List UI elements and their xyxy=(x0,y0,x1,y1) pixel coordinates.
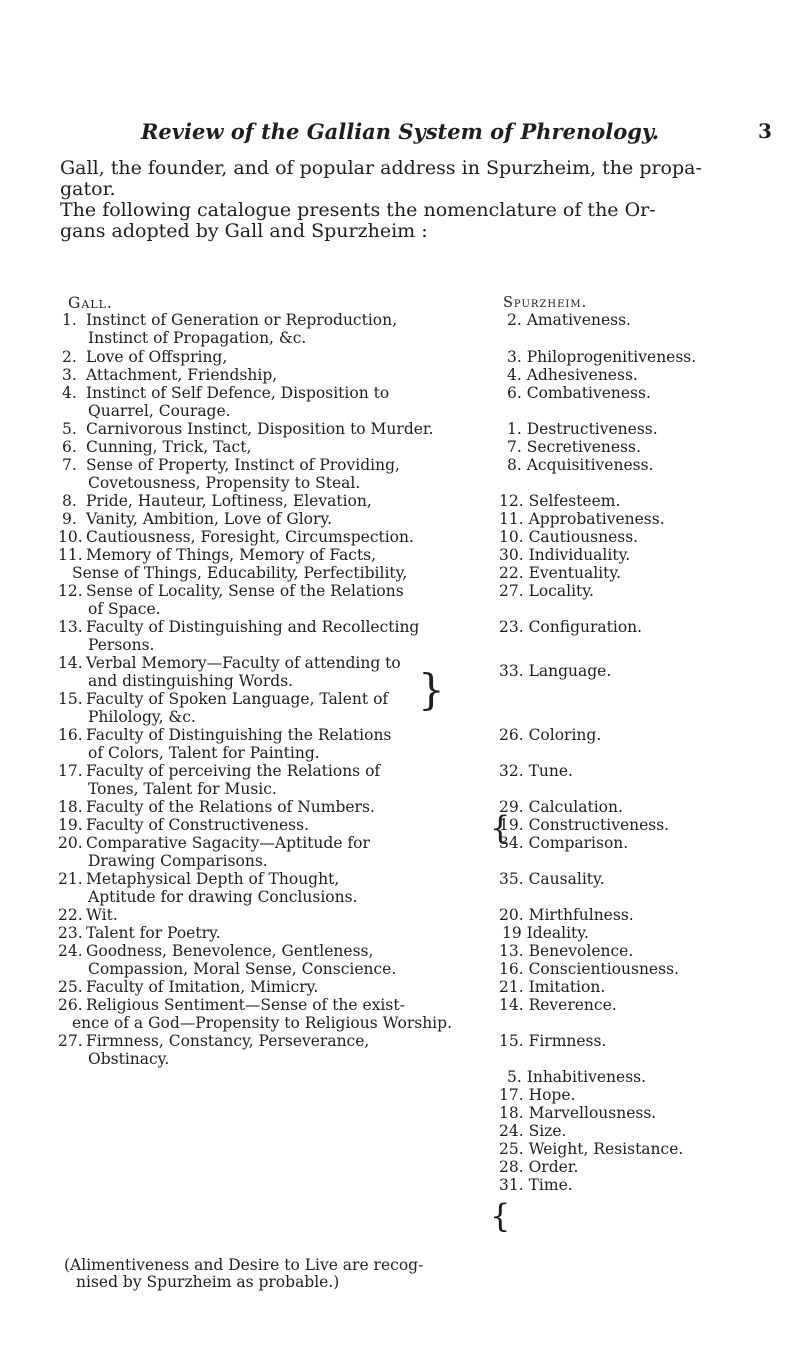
gall-entry-text: Cautiousness, Foresight, Circumspection. xyxy=(86,528,414,546)
gall-entry-number: 22. xyxy=(58,906,83,924)
gall-entry-text: Instinct of Generation or Reproduction, xyxy=(86,311,398,329)
gall-entry-number: 7. xyxy=(62,456,77,474)
gall-entry-text: Faculty of perceiving the Relations of xyxy=(86,762,381,780)
footnote-line: nised by Spurzheim as probable.) xyxy=(76,1273,340,1291)
gall-entry-number: 24. xyxy=(58,942,83,960)
spurzheim-entry: 29. Calculation. xyxy=(499,798,623,816)
brace-mark: } xyxy=(418,665,445,714)
running-title: Review of the Gallian System of Phrenology. xyxy=(140,119,660,144)
gall-entry-text: Aptitude for drawing Conclusions. xyxy=(88,888,358,906)
gall-entry-number: 11. xyxy=(58,546,83,564)
footnote-line: (Alimentiveness and Desire to Live are recog- xyxy=(64,1256,424,1274)
gall-entry-number: 2. xyxy=(62,348,77,366)
gall-entry-text: Sense of Property, Instinct of Providing, xyxy=(86,456,400,474)
spurzheim-entry: 14. Reverence. xyxy=(499,996,617,1014)
gall-entry-number: 10. xyxy=(58,528,83,546)
spurzheim-entry: 20. Mirthfulness. xyxy=(499,906,634,924)
spurzheim-entry: 8. Acquisitiveness. xyxy=(507,456,654,474)
spurzheim-entry: 24. Size. xyxy=(499,1122,567,1140)
gall-entry-number: 20. xyxy=(58,834,83,852)
gall-entry-number: 25. xyxy=(58,978,83,996)
spurzheim-entry: 6. Combativeness. xyxy=(507,384,651,402)
gall-entry-text: of Space. xyxy=(88,600,161,618)
gall-entry-text: Religious Sentiment—Sense of the exist- xyxy=(86,996,405,1014)
spurzheim-entry: 33. Language. xyxy=(499,662,612,680)
spurzheim-entry: 11. Approbativeness. xyxy=(499,510,665,528)
gall-entry-number: 19. xyxy=(58,816,83,834)
gall-entry-number: 23. xyxy=(58,924,83,942)
spurzheim-entry: 19. Constructiveness. xyxy=(499,816,670,834)
gall-entry-text: Faculty of Spoken Language, Talent of xyxy=(86,690,389,708)
intro-paragraph xyxy=(60,158,755,242)
gall-entry-text: Memory of Things, Memory of Facts, xyxy=(86,546,377,564)
gall-entry-number: 14. xyxy=(58,654,83,672)
gall-entry-text: Faculty of Distinguishing and Recollecting xyxy=(86,618,420,636)
gall-entry-number: 4. xyxy=(62,384,77,402)
spurzheim-entry: 35. Causality. xyxy=(499,870,605,888)
spurzheim-entry: 2. Amativeness. xyxy=(507,311,631,329)
spurzheim-entry: 12. Selfesteem. xyxy=(499,492,621,510)
spurzheim-entry: 10. Cautiousness. xyxy=(499,528,639,546)
organ-catalogue xyxy=(58,294,758,1235)
gall-entry-number: 12. xyxy=(58,582,83,600)
intro-line: gans adopted by Gall and Spurzheim : xyxy=(60,220,428,242)
gall-entry-text: Talent for Poetry. xyxy=(86,924,221,942)
gall-entry-text: Carnivorous Instinct, Disposition to Murder. xyxy=(86,420,434,438)
gall-entry-text: Covetousness, Propensity to Steal. xyxy=(88,474,361,492)
spurzheim-entry: 32. Tune. xyxy=(499,762,573,780)
gall-entry-text: Goodness, Benevolence, Gentleness, xyxy=(86,942,374,960)
gall-entry-text: Sense of Things, Educability, Perfectibility, xyxy=(72,564,408,582)
spurzheim-entry: 30. Individuality. xyxy=(499,546,631,564)
gall-entry-number: 26. xyxy=(58,996,83,1014)
gall-entry-text: Attachment, Friendship, xyxy=(86,366,278,384)
gall-entry-number: 9. xyxy=(62,510,77,528)
gall-entry-text: ence of a God—Propensity to Religious Worship. xyxy=(72,1014,452,1032)
gall-entry-number: 17. xyxy=(58,762,83,780)
gall-entry-text: Drawing Comparisons. xyxy=(88,852,268,870)
gall-entry-text: Faculty of Constructiveness. xyxy=(86,816,310,834)
gall-entry-text: Faculty of the Relations of Numbers. xyxy=(86,798,375,816)
intro-line: gator. xyxy=(60,178,116,200)
intro-line: Gall, the founder, and of popular address in Spurzheim, the propa- xyxy=(60,157,702,179)
gall-entry-text: Tones, Talent for Music. xyxy=(88,780,277,798)
gall-entry-number: 15. xyxy=(58,690,83,708)
spurzheim-entry: 21. Imitation. xyxy=(499,978,606,996)
spurzheim-entry: 4. Adhesiveness. xyxy=(507,366,638,384)
gall-entry-text: Persons. xyxy=(88,636,155,654)
gall-entry-number: 21. xyxy=(58,870,83,888)
gall-entry-text: Quarrel, Courage. xyxy=(88,402,231,420)
gall-entry-number: 3. xyxy=(62,366,77,384)
spurzheim-entry: 25. Weight, Resistance. xyxy=(499,1140,684,1158)
spurzheim-entry: 15. Firmness. xyxy=(499,1032,607,1050)
gall-entry-text: Cunning, Trick, Tact, xyxy=(86,438,252,456)
gall-entry-text: Comparative Sagacity—Aptitude for xyxy=(86,834,370,852)
gall-entry-number: 8. xyxy=(62,492,77,510)
page-header xyxy=(0,119,800,149)
gall-entry-text: Sense of Locality, Sense of the Relations xyxy=(86,582,404,600)
spurzheim-entry: 26. Coloring. xyxy=(499,726,602,744)
gall-entry-number: 5. xyxy=(62,420,77,438)
gall-entry-number: 27. xyxy=(58,1032,83,1050)
intro-line: The following catalogue presents the nomenclature of the Or- xyxy=(60,199,656,221)
gall-entry-text: Obstinacy. xyxy=(88,1050,170,1068)
spurzheim-entry: 13. Benevolence. xyxy=(499,942,634,960)
brace-mark: { xyxy=(490,809,511,847)
gall-entry-text: and distinguishing Words. xyxy=(88,672,294,690)
spurzheim-entry: 23. Configuration. xyxy=(499,618,643,636)
gall-column-heading: Gall. xyxy=(68,294,113,312)
spurzheim-entry: 31. Time. xyxy=(499,1176,573,1194)
spurzheim-column-heading: Spurzheim. xyxy=(503,295,588,311)
spurzheim-entry: 22. Eventuality. xyxy=(499,564,622,582)
spurzheim-entry: 17. Hope. xyxy=(499,1086,576,1104)
spurzheim-entry: 28. Order. xyxy=(499,1158,579,1176)
gall-entry-text: Vanity, Ambition, Love of Glory. xyxy=(86,510,333,528)
spurzheim-entry: 34. Comparison. xyxy=(499,834,629,852)
gall-entry-text: of Colors, Talent for Painting. xyxy=(88,744,320,762)
gall-entry-text: Metaphysical Depth of Thought, xyxy=(86,870,340,888)
spurzheim-entry: 16. Conscientiousness. xyxy=(499,960,679,978)
gall-entry-text: Faculty of Imitation, Mimicry. xyxy=(86,978,319,996)
spurzheim-entry: 5. Inhabitiveness. xyxy=(507,1068,647,1086)
gall-entry-number: 6. xyxy=(62,438,77,456)
gall-entry-text: Compassion, Moral Sense, Conscience. xyxy=(88,960,397,978)
gall-entry-text: Philology, &c. xyxy=(88,708,196,726)
page-number: 3 xyxy=(758,119,772,143)
brace-mark: { xyxy=(490,1197,511,1235)
gall-entry-text: Faculty of Distinguishing the Relations xyxy=(86,726,392,744)
spurzheim-entry: 27. Locality. xyxy=(499,582,594,600)
spurzheim-entry: 7. Secretiveness. xyxy=(507,438,641,456)
gall-entry-text: Instinct of Self Defence, Disposition to xyxy=(86,384,390,402)
spurzheim-entry: 18. Marvellousness. xyxy=(499,1104,657,1122)
gall-entry-text: Verbal Memory—Faculty of attending to xyxy=(86,654,401,672)
gall-entry-text: Instinct of Propagation, &c. xyxy=(88,329,307,347)
gall-entry-text: Wit. xyxy=(86,906,118,924)
gall-entry-number: 13. xyxy=(58,618,83,636)
spurzheim-entry: 1. Destructiveness. xyxy=(507,420,658,438)
gall-entry-number: 18. xyxy=(58,798,83,816)
gall-entry-text: Pride, Hauteur, Loftiness, Elevation, xyxy=(86,492,372,510)
footnote xyxy=(64,1257,423,1291)
gall-entry-text: Love of Offspring, xyxy=(86,348,228,366)
spurzheim-entry: 3. Philoprogenitiveness. xyxy=(507,348,697,366)
gall-entry-number: 16. xyxy=(58,726,83,744)
gall-entry-text: Firmness, Constancy, Perseverance, xyxy=(86,1032,370,1050)
gall-entry-number: 1. xyxy=(62,311,77,329)
spurzheim-entry: 19 Ideality. xyxy=(502,924,589,942)
